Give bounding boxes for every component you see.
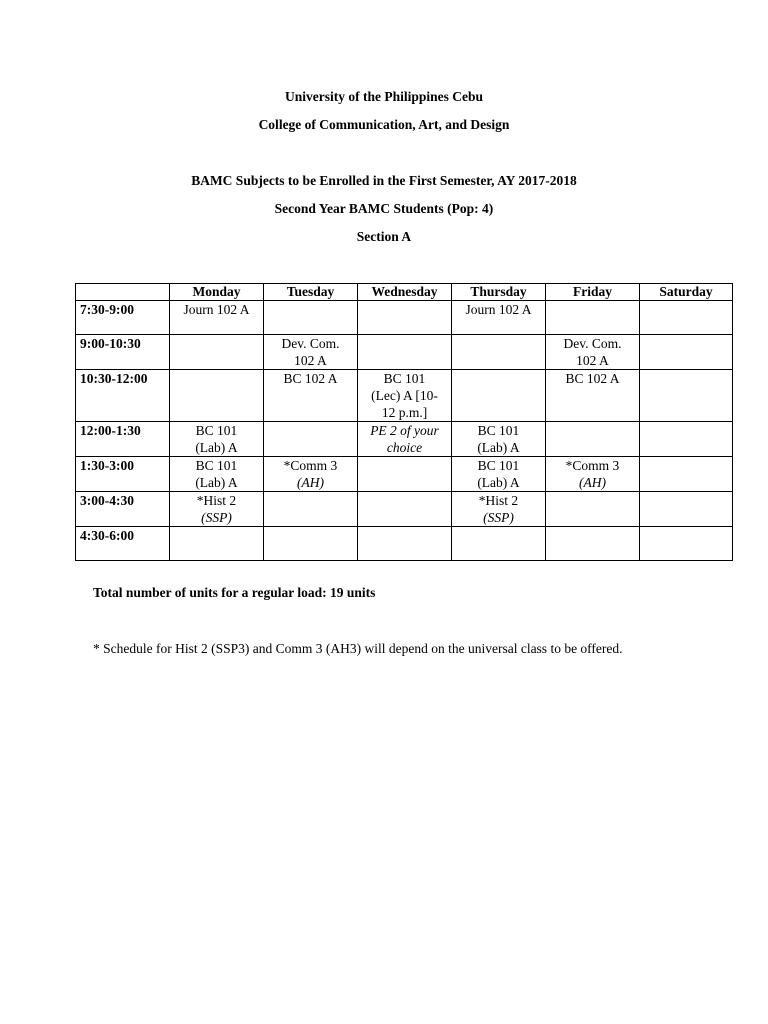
table-row	[76, 492, 733, 527]
class-cell	[640, 527, 733, 561]
class-cell	[640, 335, 733, 370]
class-cell	[264, 335, 358, 370]
class-text: BC 101	[477, 458, 520, 473]
class-text: BC 101	[195, 458, 238, 473]
class-cell	[358, 335, 452, 370]
class-cell	[170, 301, 264, 335]
table-row	[76, 527, 733, 561]
class-text: 102 A	[576, 353, 609, 368]
day-header: Saturday	[640, 284, 733, 301]
table-row	[76, 301, 733, 335]
total-units-note: Total number of units for a regular load: 19 units	[93, 585, 376, 600]
class-text: (Lec) A [10-	[371, 388, 438, 403]
class-text: Journ 102 A	[465, 302, 532, 317]
class-cell	[358, 527, 452, 561]
class-cell	[546, 492, 640, 527]
corner-cell	[76, 284, 170, 301]
class-cell	[264, 492, 358, 527]
day-header: Thursday	[452, 284, 546, 301]
class-cell	[358, 457, 452, 492]
class-cell	[640, 370, 733, 422]
class-text: PE 2 of your	[370, 423, 439, 438]
class-text: choice	[386, 440, 423, 455]
class-cell	[452, 457, 546, 492]
class-cell	[640, 492, 733, 527]
time-slot: 7:30-9:00	[76, 301, 170, 335]
class-cell	[452, 370, 546, 422]
class-cell	[170, 492, 264, 527]
class-cell	[546, 335, 640, 370]
class-cell	[264, 422, 358, 457]
time-slot: 4:30-6:00	[76, 527, 170, 561]
class-text: (SSP)	[201, 510, 232, 525]
class-text: BC 102 A	[283, 371, 338, 386]
class-text: *Comm 3	[283, 458, 338, 473]
class-cell	[452, 301, 546, 335]
class-text: BC 102 A	[565, 371, 620, 386]
header-row	[76, 284, 733, 301]
class-text: (AH)	[579, 475, 606, 490]
day-header: Friday	[546, 284, 640, 301]
day-header: Monday	[170, 284, 264, 301]
class-cell	[358, 301, 452, 335]
time-slot: 12:00-1:30	[76, 422, 170, 457]
section-label: Section A	[356, 229, 412, 244]
class-cell	[546, 422, 640, 457]
class-text: Dev. Com.	[563, 336, 622, 351]
class-text: (Lab) A	[477, 475, 520, 490]
class-cell	[452, 492, 546, 527]
class-cell	[452, 527, 546, 561]
class-text: (Lab) A	[195, 440, 238, 455]
class-cell	[358, 422, 452, 457]
class-cell	[170, 457, 264, 492]
class-cell	[170, 370, 264, 422]
class-text: (AH)	[297, 475, 324, 490]
class-text: BC 101	[477, 423, 520, 438]
document-subtitle: Second Year BAMC Students (Pop: 4)	[274, 201, 494, 216]
class-cell	[546, 370, 640, 422]
document-title: BAMC Subjects to be Enrolled in the First Semester, AY 2017-2018	[191, 173, 577, 188]
table-row	[76, 422, 733, 457]
university-title: University of the Philippines Cebu	[284, 89, 484, 104]
class-cell	[264, 457, 358, 492]
class-cell	[640, 457, 733, 492]
table-row	[76, 370, 733, 422]
class-cell	[170, 527, 264, 561]
class-cell	[546, 301, 640, 335]
table-row	[76, 335, 733, 370]
class-cell	[264, 370, 358, 422]
time-slot: 3:00-4:30	[76, 492, 170, 527]
class-cell	[170, 422, 264, 457]
class-text: Dev. Com.	[281, 336, 340, 351]
class-text: (SSP)	[483, 510, 514, 525]
class-text: (Lab) A	[477, 440, 520, 455]
day-header: Tuesday	[264, 284, 358, 301]
time-slot: 9:00-10:30	[76, 335, 170, 370]
class-cell	[452, 422, 546, 457]
class-cell	[546, 457, 640, 492]
schedule-table	[75, 283, 733, 561]
schedule-footnote: * Schedule for Hist 2 (SSP3) and Comm 3 (AH3) will depend on the universal class to be offered.	[93, 641, 623, 656]
class-text: 12 p.m.]	[381, 405, 428, 420]
class-text: BC 101	[195, 423, 238, 438]
class-cell	[640, 301, 733, 335]
time-slot: 10:30-12:00	[76, 370, 170, 422]
class-cell	[452, 335, 546, 370]
class-cell	[358, 492, 452, 527]
day-header: Wednesday	[358, 284, 452, 301]
time-slot: 1:30-3:00	[76, 457, 170, 492]
class-text: *Comm 3	[565, 458, 620, 473]
class-text: *Hist 2	[196, 493, 237, 508]
class-cell	[358, 370, 452, 422]
class-cell	[170, 335, 264, 370]
class-cell	[264, 527, 358, 561]
college-title: College of Communication, Art, and Design	[258, 117, 510, 132]
class-text: Journ 102 A	[183, 302, 250, 317]
class-cell	[546, 527, 640, 561]
class-text: 102 A	[294, 353, 327, 368]
class-text: *Hist 2	[478, 493, 519, 508]
class-cell	[264, 301, 358, 335]
class-cell	[640, 422, 733, 457]
table-row	[76, 457, 733, 492]
class-text: BC 101	[383, 371, 426, 386]
class-text: (Lab) A	[195, 475, 238, 490]
